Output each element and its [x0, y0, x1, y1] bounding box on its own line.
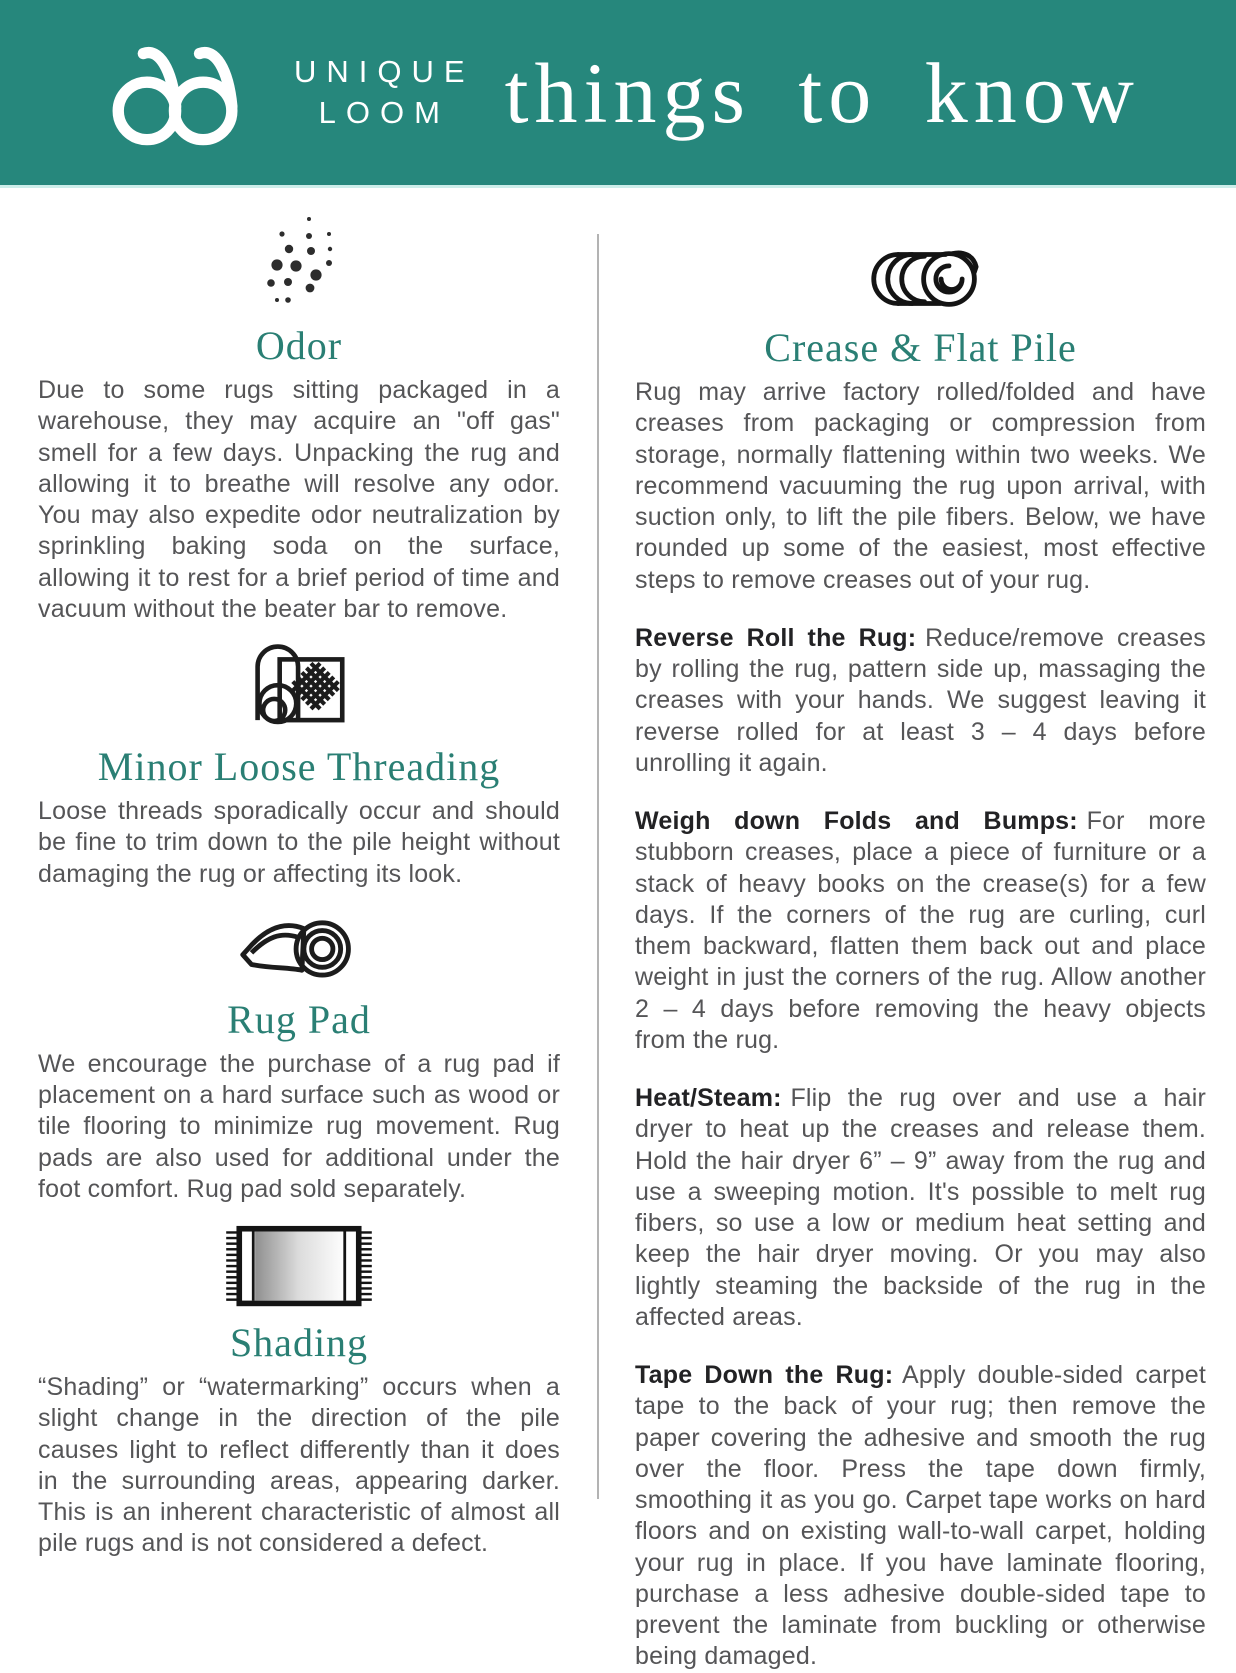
rolled-rug-side-icon: [635, 244, 1206, 314]
step-label-weigh-down: Weigh down Folds and Bumps:: [635, 807, 1078, 835]
section-body-threading: Loose threads sporadically occur and should be fine to trim down to the pile height without damaging the rug or affecting its look.: [38, 797, 560, 888]
step-label-tape-down: Tape Down the Rug:: [635, 1361, 894, 1389]
section-title-odor: Odor: [255, 323, 343, 368]
section-body-odor: Due to some rugs sitting packaged in a warehouse, they may acquire an "off gas" smell for a few days. Unpacking the rug and allowing it to breathe will resolve any odor. You may also expedite odor neutralization by sprinkling baking soda on the surface, allowing it to rest for a brief period of time and vacuum without the beater bar to remove.: [38, 376, 560, 623]
right-column: [599, 188, 1236, 1673]
rug-pad-roll-icon: [38, 908, 560, 986]
step-label-reverse-roll: Reverse Roll the Rug:: [635, 623, 917, 652]
section-body-shading: “Shading” or “watermarking” occurs when a slight change in the direction of the pile causes light to reflect differently than it does in the surrounding areas, appearing darker. This is an inherent characteristic of almost all pile rugs and is not considered a defect.: [38, 1373, 560, 1558]
brand-name: [294, 52, 475, 133]
step-tape-down: [635, 1360, 1206, 1673]
header-banner: [0, 0, 1236, 188]
section-crease-flat-pile: [635, 244, 1206, 1673]
section-shading: [38, 1225, 560, 1560]
step-heat-steam: [635, 1083, 1206, 1333]
section-odor: [38, 212, 560, 625]
step-text-tape-down: Apply double-sided carpet tape to the back of your rug; then remove the paper covering the adhesive and smooth the rug over the floor. Press the tape down firmly, smoothing it as you go. Carpet tape works on hard floors and on existing wall-to-wall carpet, holding your rug in place. If you have laminate flooring, purchase a less adhesive double-sided tape to prevent the laminate from buckling or otherwise being damaged.: [635, 1361, 1206, 1671]
step-text-weigh-down: For more stubborn creases, place a piece of furniture or a stack of heavy books on the crease(s) for a few days. If the corners of the rug are curling, curl them backward, flatten them back out and place weight in just the corners of the rug. Allow another 2 – 4 days before removing the heavy objects from the rug.: [635, 807, 1207, 1054]
section-rug-pad: [38, 908, 560, 1205]
step-weigh-down: [635, 806, 1206, 1056]
step-reverse-roll: [635, 623, 1206, 779]
content-columns: [0, 188, 1236, 1673]
shaded-rug-icon: [38, 1225, 560, 1309]
section-title-rug-pad: Rug Pad: [227, 996, 371, 1042]
section-body-rug-pad: We encourage the purchase of a rug pad if placement on a hard surface such as wood or tile flooring to minimize rug movement. Rug pads are also used for additional under the foot comfort. Rug pad sold separately.: [38, 1049, 560, 1203]
odor-dots-icon: [38, 212, 560, 312]
page-title: things to know: [504, 44, 1140, 141]
brand-line1: UNIQUE: [294, 54, 475, 90]
step-text-reverse-roll: Reduce/remove creases by rolling the rug, pattern side up, massaging the creases with your hands. We suggest leaving it reverse rolled for at least 3 – 4 days before unrolling it again.: [635, 623, 1206, 777]
rolled-rug-threading-icon: [38, 641, 560, 733]
left-column: [0, 188, 597, 1673]
brand-line2: LOOM: [318, 94, 450, 130]
section-title-shading: Shading: [229, 1320, 369, 1365]
brand-block: [100, 38, 475, 148]
section-intro-crease: Rug may arrive factory rolled/folded and have creases from packaging or compression from storage, normally flattening within two weeks. We recommend vacuuming the rug upon arrival, with suction only, to lift the pile fibers. Below, we have rounded up some of the easiest, most effective steps to remove creases out of your rug.: [635, 378, 1206, 594]
step-text-heat-steam: Flip the rug over and use a hair dryer to heat up the creases and release them. Hold the hair dryer 6” – 9” away from the rug and use a sweeping motion. It's possible to melt rug fibers, so use a low or medium heat setting and keep the hair dryer moving. Or you may also lightly steaming the backside of the rug in the affected areas.: [635, 1084, 1206, 1331]
section-threading: [38, 641, 560, 890]
step-label-heat-steam: Heat/Steam:: [635, 1084, 782, 1112]
unique-loom-logo-icon: [100, 38, 268, 148]
section-title-crease: Crease & Flat Pile: [764, 325, 1077, 370]
section-title-threading: Minor Loose Threading: [97, 744, 501, 789]
